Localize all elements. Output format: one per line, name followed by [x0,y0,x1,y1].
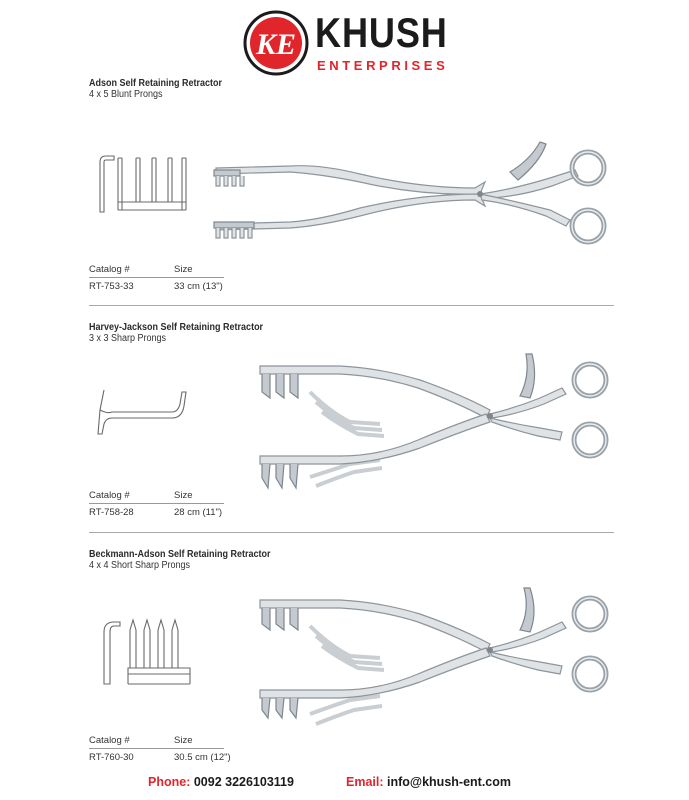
size-value: 30.5 cm (12") [174,752,231,763]
product-title: Adson Self Retaining Retractor [89,78,223,89]
brand-tagline: ENTERPRISES [317,58,449,73]
brand-mark: KE [255,28,297,61]
contact-footer [0,772,689,792]
harvey-jackson-retractor-image [240,352,615,502]
product-title: Beckmann-Adson Self Retaining Retractor [89,549,271,560]
size-value: 33 cm (13") [174,281,223,292]
product-subtitle: 3 x 3 Sharp Prongs [89,333,167,344]
spec-table [89,735,231,763]
email-label: Email: [346,775,384,789]
adson-retractor-image [210,138,610,248]
prong-profile-drawing [96,152,196,214]
section-divider [89,532,614,533]
ke-logo-icon [243,10,309,76]
product-subtitle: 4 x 4 Short Sharp Prongs [89,560,191,571]
size-value: 28 cm (11") [174,507,223,518]
spec-table [89,264,224,292]
size-header: Size [174,264,193,275]
beckmann-adson-retractor-image [240,586,615,736]
catalog-header: Catalog # [89,490,130,501]
catalog-header: Catalog # [89,735,130,746]
email-address[interactable]: info@khush-ent.com [387,775,511,789]
section-divider [89,305,614,306]
product-subtitle: 4 x 5 Blunt Prongs [89,89,163,100]
phone-label: Phone: [148,775,191,789]
catalog-number: RT-760-30 [89,752,134,763]
prong-profile-drawing [98,390,188,440]
phone-contact [148,775,294,789]
catalog-number: RT-753-33 [89,281,134,292]
catalog-number: RT-758-28 [89,507,134,518]
email-contact [346,775,511,789]
size-header: Size [174,735,193,746]
catalog-header: Catalog # [89,264,130,275]
product-title: Harvey-Jackson Self Retaining Retractor [89,322,264,333]
prong-profile-drawing [100,618,195,688]
spec-table [89,490,224,518]
size-header: Size [174,490,193,501]
phone-number[interactable]: 0092 3226103119 [193,775,294,789]
brand-logo [243,10,453,80]
brand-name: KHUSH [315,9,448,56]
